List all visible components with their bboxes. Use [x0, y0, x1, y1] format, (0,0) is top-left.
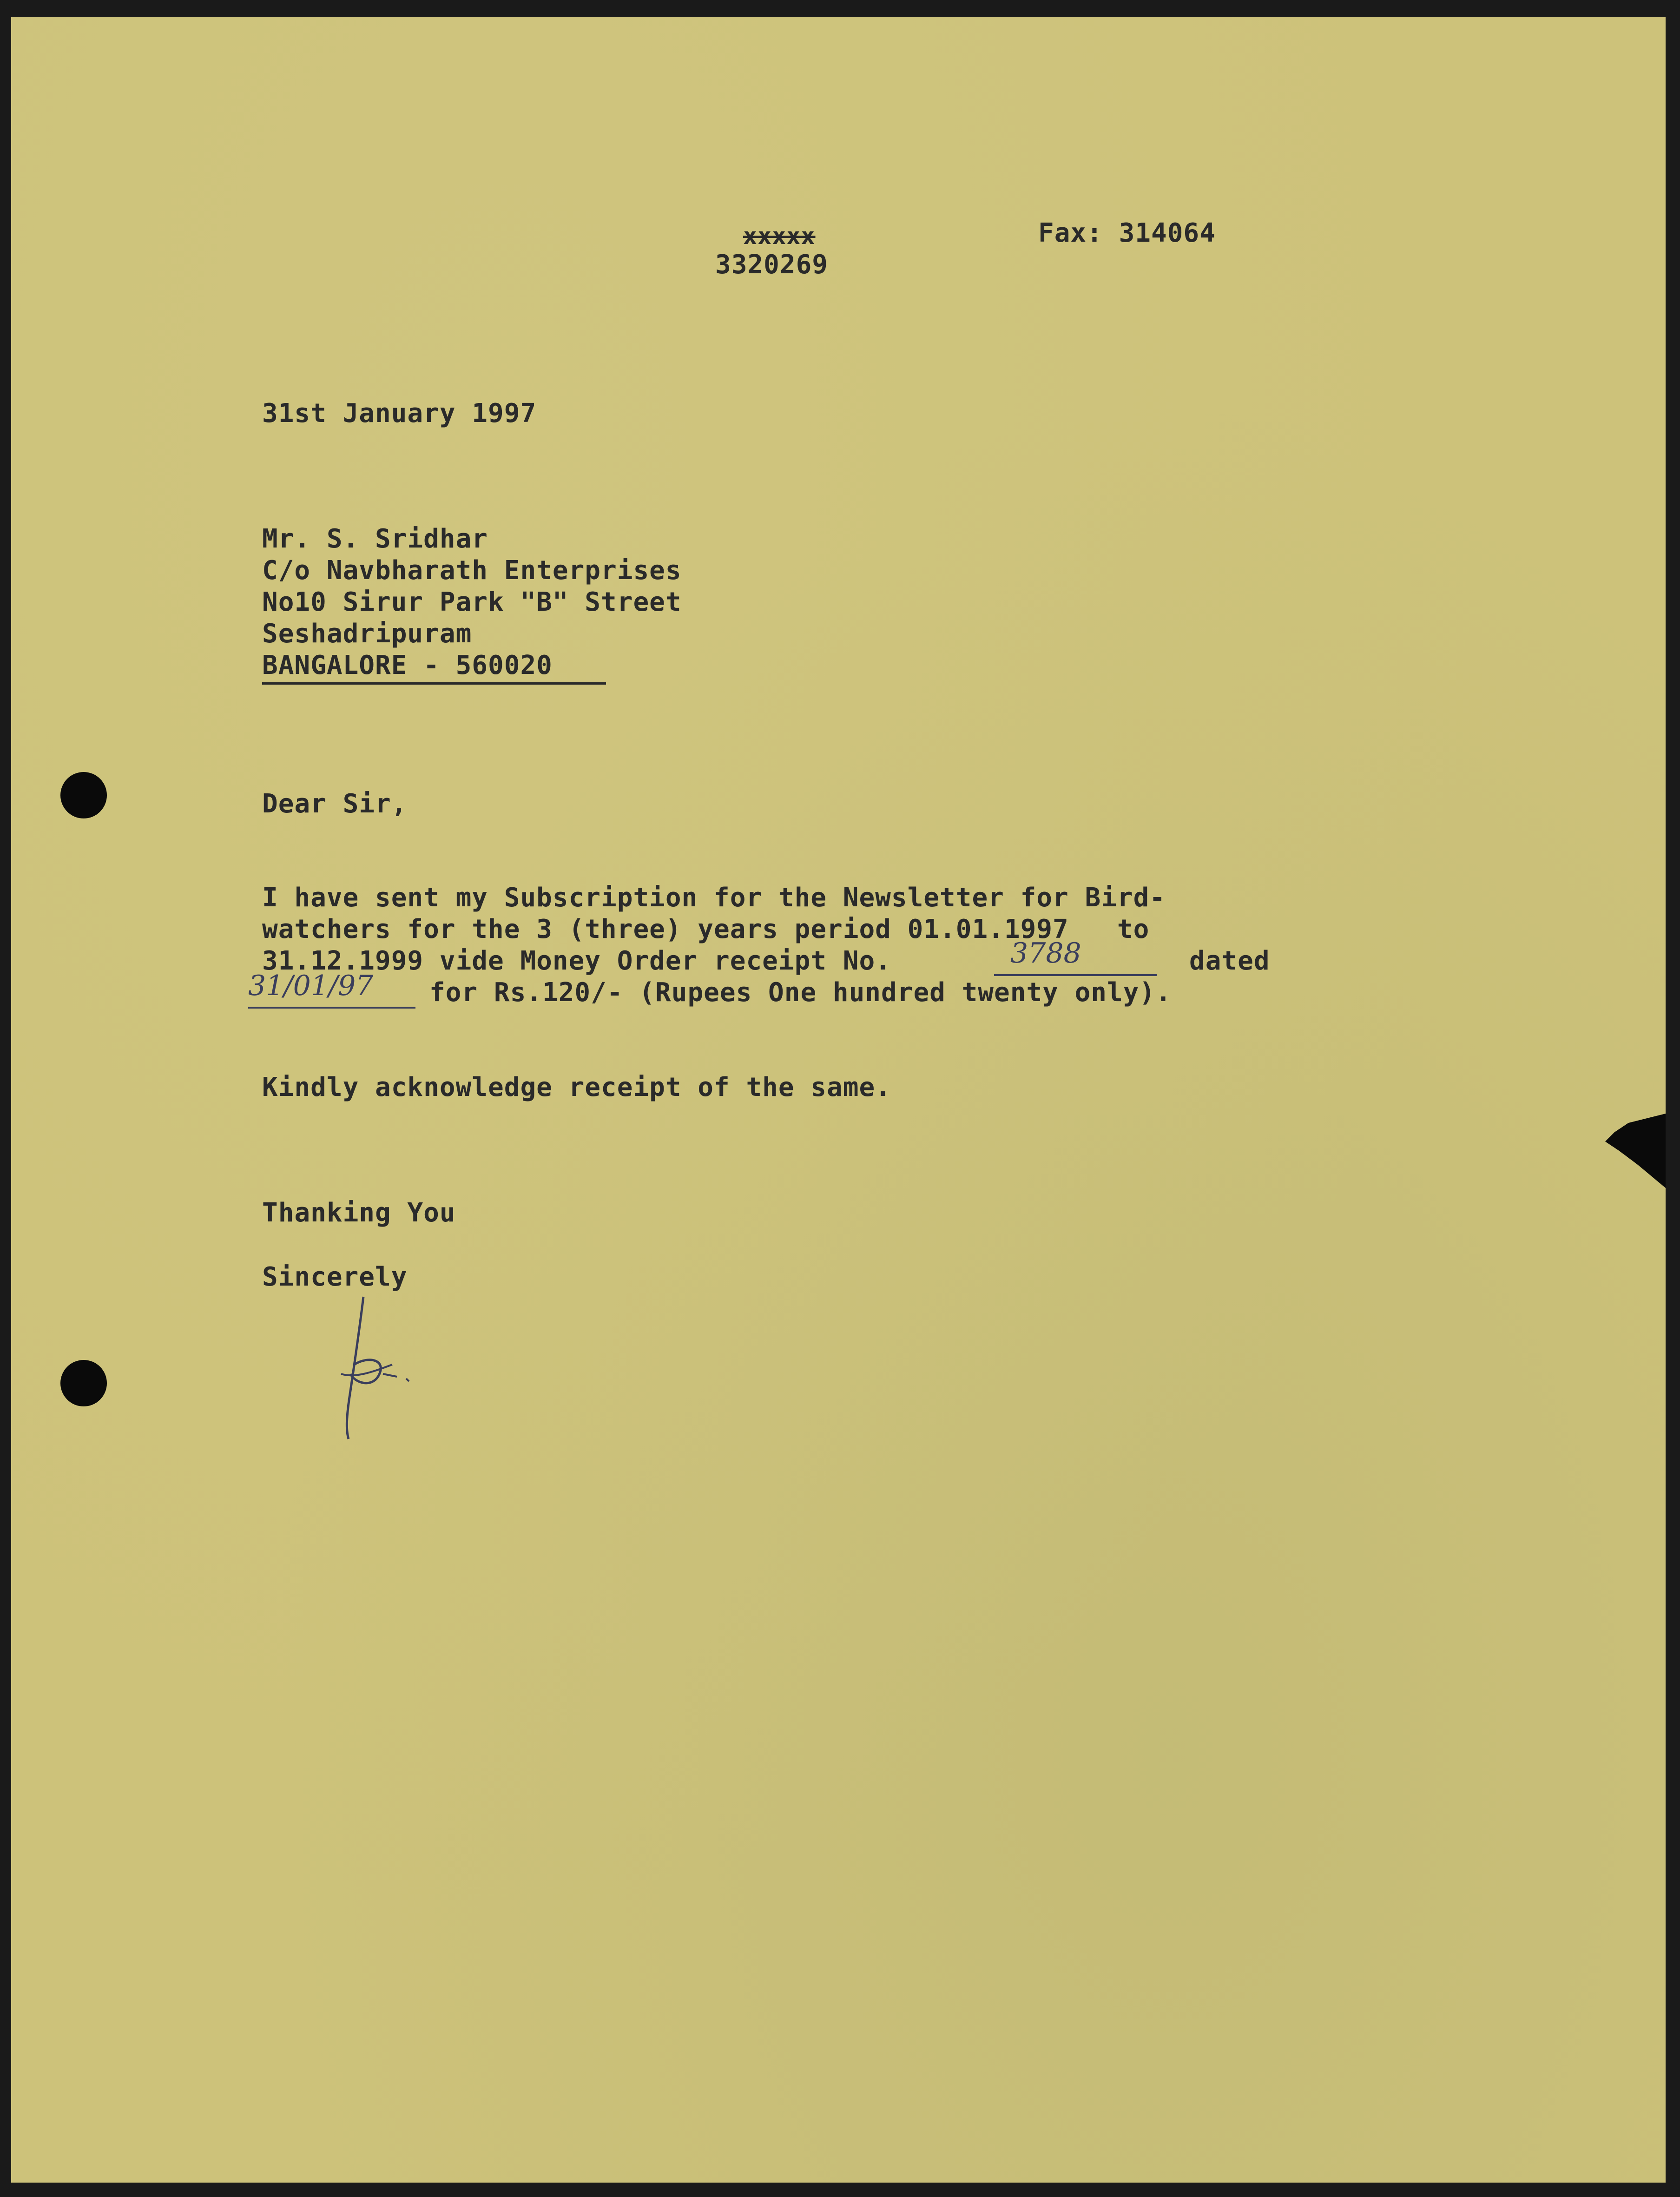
recipient-city-underline [262, 682, 606, 685]
salutation: Dear Sir, [262, 789, 408, 819]
recipient-street: No10 Sirur Park "B" Street [262, 587, 682, 617]
body-line-2: watchers for the 3 (three) years period 01.01.1997 to [262, 914, 1150, 944]
closing-thanks: Thanking You [262, 1198, 456, 1228]
body-line-4: for Rs.120/- (Rupees One hundred twenty only). [429, 977, 1172, 1008]
acknowledge-request: Kindly acknowledge receipt of the same. [262, 1072, 891, 1102]
recipient-city: BANGALORE - 560020 [262, 650, 553, 680]
recipient-name: Mr. S. Sridhar [262, 524, 488, 554]
date-blank [248, 1007, 415, 1009]
receipt-number-blank [994, 974, 1157, 976]
handwritten-date: 31/01/97 [248, 970, 374, 1002]
body-line-1: I have sent my Subscription for the Newsletter for Bird- [262, 883, 1166, 913]
recipient-area: Seshadripuram [262, 619, 472, 649]
header-struck-text: xxxxx [743, 223, 816, 250]
recipient-company: C/o Navbharath Enterprises [262, 555, 682, 586]
body-line-3b: dated [1189, 946, 1270, 976]
punch-hole-bottom [60, 1360, 107, 1406]
punch-hole-top [60, 772, 107, 818]
letter-date: 31st January 1997 [262, 398, 537, 429]
body-line-3a: 31.12.1999 vide Money Order receipt No. [262, 946, 891, 976]
letter-page [11, 17, 1666, 2183]
handwritten-receipt-number: 3788 [1010, 937, 1081, 970]
closing-sincerely: Sincerely [262, 1262, 408, 1292]
signature [327, 1290, 439, 1448]
edge-tear [1601, 1114, 1666, 1188]
header-fax: Fax: 314064 [1038, 218, 1216, 248]
header-phone: 3320269 [715, 250, 829, 280]
